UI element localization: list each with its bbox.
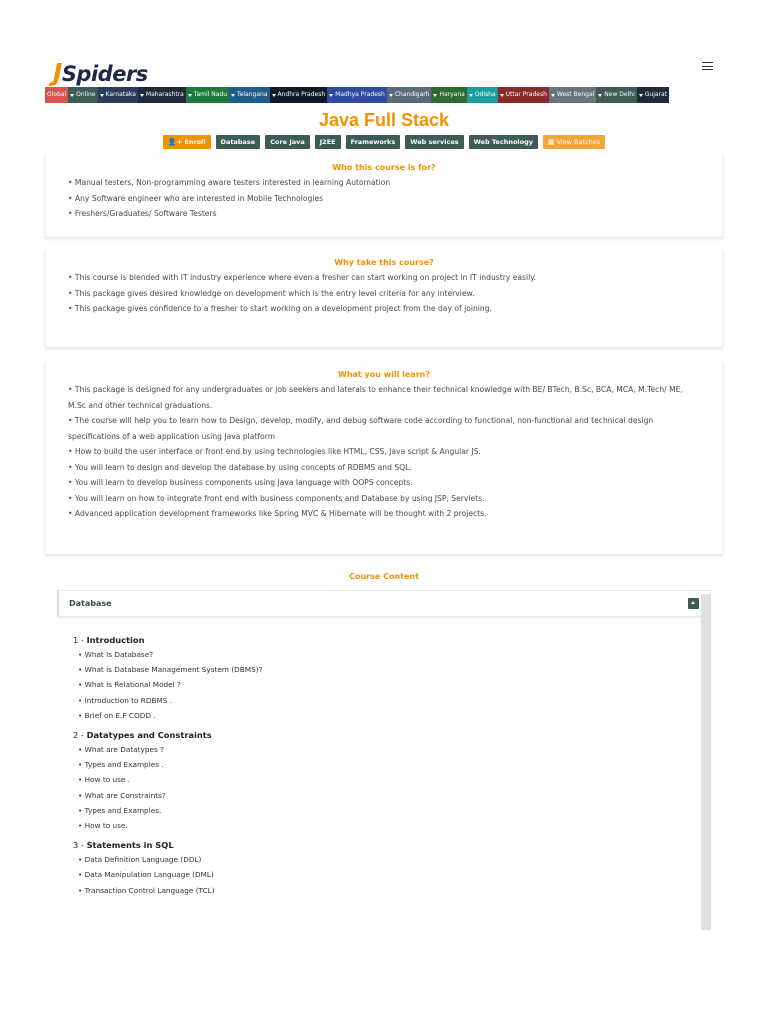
caret-down-icon bbox=[70, 94, 74, 97]
topic-heading bbox=[73, 838, 711, 852]
location-tab[interactable] bbox=[431, 87, 466, 103]
location-label: Tamil Nadu bbox=[193, 91, 228, 98]
why-item: • This package gives confidence to a fresher to start working on a development project from the day of joining. bbox=[68, 301, 700, 317]
topic bbox=[73, 633, 711, 723]
topic-heading bbox=[73, 728, 711, 742]
topic-title: Datatypes and Constraints bbox=[86, 730, 212, 741]
logo-j: J bbox=[53, 58, 62, 87]
location-label: Global bbox=[47, 91, 67, 98]
topic-number: 3 - bbox=[73, 840, 87, 851]
course-content-panel bbox=[57, 590, 711, 930]
location-label: Odisha bbox=[474, 91, 496, 98]
logo-text: Spiders bbox=[61, 62, 148, 86]
web-services-button[interactable]: Web services bbox=[405, 135, 463, 149]
who-heading: Who this course is for? bbox=[332, 163, 436, 172]
location-tab[interactable] bbox=[68, 87, 97, 103]
caret-down-icon bbox=[639, 94, 643, 97]
topic bbox=[73, 728, 711, 833]
j2ee-button[interactable]: J2EE bbox=[315, 135, 341, 149]
view-batches-label: View Batches bbox=[556, 138, 601, 146]
database-accordion-header[interactable] bbox=[57, 590, 711, 617]
location-label: Gujarat bbox=[644, 91, 668, 98]
location-label: Haryana bbox=[439, 91, 465, 98]
location-tab[interactable] bbox=[637, 87, 669, 103]
subtopic-item: • Types and Examples . bbox=[73, 757, 711, 772]
topic-number: 1 - bbox=[73, 635, 87, 645]
enroll-label: Enroll bbox=[184, 138, 206, 146]
learn-item: • The course will help you to learn how to Design, develop, modify, and debug software code according to functional, non-functional and technical design specifications of a web application using Java platform bbox=[68, 413, 700, 444]
caret-down-icon bbox=[551, 94, 555, 97]
location-label: New Delhi bbox=[604, 91, 635, 98]
caret-down-icon bbox=[272, 94, 276, 97]
accordion-title: Database bbox=[69, 599, 112, 608]
location-tab[interactable] bbox=[138, 87, 186, 103]
why-heading: Why take this course? bbox=[334, 258, 434, 267]
subtopic-item: • How to use . bbox=[73, 772, 711, 787]
location-tab[interactable] bbox=[387, 87, 432, 103]
subtopic-item: • Data Definition Language (DDL) bbox=[73, 852, 711, 867]
subtopic-item: • What are Datatypes ? bbox=[73, 742, 711, 757]
subtopic-item: • Introduction to RDBMS . bbox=[73, 693, 711, 708]
location-tab[interactable] bbox=[186, 87, 229, 103]
subtopic-item: • What is Database Management System (DBMS)? bbox=[73, 662, 711, 677]
who-item: • Freshers/Graduates/ Software Testers bbox=[68, 206, 700, 222]
location-strip bbox=[45, 87, 723, 103]
location-label: Andhra Pradesh bbox=[277, 91, 326, 98]
subtopic-item: • Transaction Control Language (TCL) bbox=[73, 883, 711, 898]
subtopic-item: • Brief on E.F CODD . bbox=[73, 708, 711, 723]
learn-item: • Advanced application development frameworks like Spring MVC & Hibernate will be thought with 2 projects. bbox=[68, 506, 700, 522]
location-label: Uttar Pradesh bbox=[505, 91, 547, 98]
page-header-area bbox=[45, 50, 723, 86]
caret-down-icon bbox=[389, 94, 393, 97]
caret-down-icon bbox=[100, 94, 104, 97]
location-tab[interactable] bbox=[327, 87, 387, 103]
subtopic-item: • How to use. bbox=[73, 818, 711, 833]
caret-down-icon bbox=[329, 94, 333, 97]
jspiders-logo[interactable] bbox=[53, 58, 148, 87]
caret-down-icon bbox=[433, 94, 437, 97]
frameworks-button[interactable]: Frameworks bbox=[346, 135, 401, 149]
who-card bbox=[45, 155, 723, 237]
web-technology-button[interactable]: Web Technology bbox=[469, 135, 538, 149]
location-label: Chandigarh bbox=[394, 91, 430, 98]
learn-card bbox=[45, 362, 723, 554]
caret-down-icon bbox=[140, 94, 144, 97]
location-tab[interactable] bbox=[98, 87, 138, 103]
caret-down-icon bbox=[500, 94, 504, 97]
subtopic-item: • What is Relational Model ? bbox=[73, 677, 711, 692]
learn-item: • You will learn to develop business components using Java language with OOPS concepts. bbox=[68, 475, 700, 491]
caret-down-icon bbox=[231, 94, 235, 97]
learn-item: • How to build the user interface or front end by using technologies like HTML, CSS, Java script & Angular JS. bbox=[68, 444, 700, 460]
location-tab[interactable] bbox=[596, 87, 636, 103]
course-topics bbox=[57, 617, 711, 898]
learn-item: • This package is designed for any undergraduates or job seekers and laterals to enhance their technical knowledge with BE/ BTech, B.Sc, BCA, MCA, M.Tech/ ME, M.Sc and other technical graduations. bbox=[68, 382, 700, 413]
topic-title: Introduction bbox=[86, 635, 145, 645]
topic-title: Statements in SQL bbox=[86, 840, 174, 851]
topic bbox=[73, 838, 711, 898]
add-user-icon: 👤+ bbox=[167, 138, 183, 146]
learn-item: • You will learn to design and develop the database by using concepts of RDBMS and SQL. bbox=[68, 460, 700, 476]
subtopic-item: • What Is Database? bbox=[73, 647, 711, 662]
subtopic-item: • Types and Examples. bbox=[73, 803, 711, 818]
location-tab[interactable] bbox=[45, 87, 68, 103]
who-item: • Manual testers, Non-programming aware testers interested in learning Automation bbox=[68, 175, 700, 191]
location-tab[interactable] bbox=[467, 87, 498, 103]
course-button-bar bbox=[45, 135, 723, 149]
who-item: • Any Software engineer who are interested in Mobile Technologies bbox=[68, 191, 700, 207]
database-button[interactable]: Database bbox=[216, 135, 261, 149]
learn-item: • You will learn on how to integrate front end with business components and Database by using JSP, Servlets. bbox=[68, 491, 700, 507]
course-content-heading: Course Content bbox=[349, 572, 419, 581]
location-label: Telangana bbox=[237, 91, 268, 98]
location-tab[interactable] bbox=[549, 87, 596, 103]
subtopic-item: • What are Constraints? bbox=[73, 788, 711, 803]
location-label: Online bbox=[76, 91, 96, 98]
why-item: • This course is blended with IT industry experience where even a fresher can start working on project in IT industry easily. bbox=[68, 270, 700, 286]
location-label: Karnataka bbox=[105, 91, 136, 98]
learn-heading: What you will learn? bbox=[338, 370, 430, 379]
collapse-icon[interactable] bbox=[688, 598, 699, 609]
location-tab[interactable] bbox=[270, 87, 328, 103]
enroll-button[interactable] bbox=[163, 135, 211, 149]
location-label: Madhya Pradesh bbox=[335, 91, 385, 98]
calendar-icon: ▦ bbox=[548, 138, 555, 146]
caret-down-icon bbox=[188, 94, 192, 97]
why-card bbox=[45, 250, 723, 347]
location-label: Maharashtra bbox=[145, 91, 184, 98]
topic-heading bbox=[73, 633, 711, 647]
location-label: West Bengal bbox=[556, 91, 595, 98]
scrollbar[interactable] bbox=[701, 594, 711, 930]
menu-icon[interactable] bbox=[702, 62, 713, 70]
view-batches-button[interactable] bbox=[543, 135, 605, 149]
location-tab[interactable] bbox=[498, 87, 549, 103]
caret-down-icon bbox=[469, 94, 473, 97]
subtopic-item: • Data Manipulation Language (DML) bbox=[73, 867, 711, 882]
topic-number: 2 - bbox=[73, 730, 87, 741]
page-title: Java Full Stack bbox=[318, 110, 450, 130]
core-java-button[interactable]: Core Java bbox=[265, 135, 310, 149]
caret-down-icon bbox=[598, 94, 602, 97]
location-tab[interactable] bbox=[229, 87, 269, 103]
why-item: • This package gives desired knowledge on development which is the entry level criteria for any interview. bbox=[68, 286, 700, 302]
site-header bbox=[45, 50, 723, 86]
